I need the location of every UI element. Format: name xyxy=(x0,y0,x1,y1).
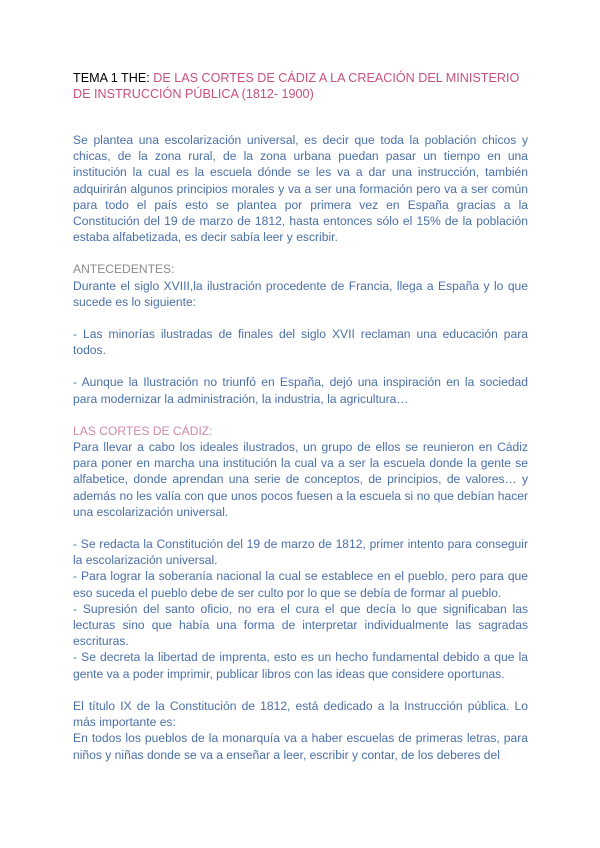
title-prefix: TEMA 1 THE: xyxy=(73,71,150,85)
cortes-paragraph: Para llevar a cabo los ideales ilustrados, un grupo de ellos se reunieron en Cádiz para poner en marcha una institución la cual va a ser la escuela donde la gente se alfabetice, donde aprendan una serie de conceptos, de principios, de valores… y además no les valía con que unos pocos fuesen a la escuela si no que debían hacer una escolarización universal. xyxy=(73,440,528,519)
page-title xyxy=(73,70,528,102)
cortes-heading: LAS CORTES DE CÁDIZ: xyxy=(73,423,213,438)
antecedentes-heading: ANTECEDENTES: xyxy=(73,262,175,277)
cortes-item: - Se redacta la Constitución del 19 de marzo de 1812, primer intento para conseguir la escolarización universal. xyxy=(73,537,528,568)
antecedentes-item: - Las minorías ilustradas de finales del siglo XVII reclaman una educación para todos. xyxy=(73,327,528,358)
titulo-ix-continuation: En todos los pueblos de la monarquía va a haber escuelas de primeras letras, para niños y niñas donde se va a enseñar a leer, escribir y contar, de los deberes del xyxy=(73,731,528,762)
cortes-item: - Supresión del santo oficio, no era el cura el que decía lo que significaban las lecturas sino que había una forma de interpretar individualmente las sagradas escrituras. xyxy=(73,601,528,649)
document-body xyxy=(73,132,528,763)
cortes-item: - Se decreta la libertad de imprenta, esto es un hecho fundamental debido a que la gente va a poder imprimir, publicar libros con las ideas que considere oportunas. xyxy=(73,650,528,681)
titulo-ix-paragraph: El título IX de la Constitución de 1812, está dedicado a la Instrucción pública. Lo más importante es: xyxy=(73,698,528,730)
cortes-item: - Para lograr la soberanía nacional la cual se establece en el pueblo, pero para que eso suceda el pueblo debe de ser culto por lo que se debía de formar al pueblo. xyxy=(73,569,528,600)
antecedentes-paragraph: Durante el siglo XVIII,la ilustración procedente de Francia, llega a España y lo que sucede es lo siguiente: xyxy=(73,278,528,309)
antecedentes-item: - Aunque la Ilustración no triunfó en España, dejó una inspiración en la sociedad para modernizar la administración, la industria, la agricultura… xyxy=(73,375,528,406)
title-text: DE LAS CORTES DE CÁDIZ A LA CREACIÓN DEL MINISTERIO DE INSTRUCCIÓN PÚBLICA (1812- 1900) xyxy=(73,71,520,101)
intro-paragraph: Se plantea una escolarización universal, es decir que toda la población chicos y chicas, de la zona rural, de la zona urbana puedan pasar un tiempo en una institución la cual es la escuela dónde se les va a dar una instrucción, también adquirirán algunos principios morales y va a ser una formación pero va a ser común para todo el país esto se plantea por primera vez en España gracias a la Constitución del 19 de marzo de 1812, hasta entonces sólo el 15% de la población estaba alfabetizada, es decir sabía leer y escribir. xyxy=(73,133,528,245)
